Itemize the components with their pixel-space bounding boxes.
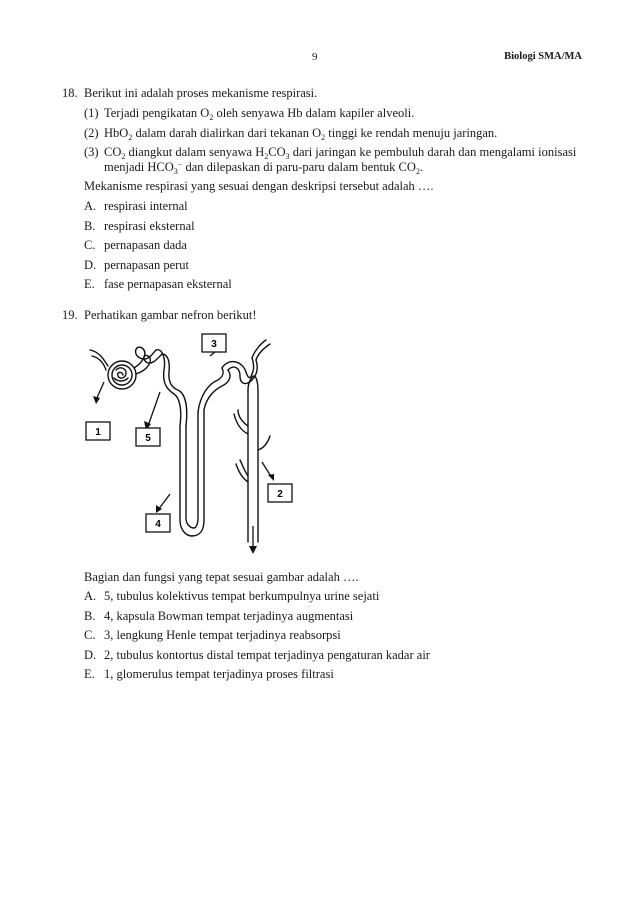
- q19-number: 19.: [62, 308, 78, 322]
- q18-stem: Berikut ini adalah proses mekanisme respirasi.: [84, 86, 318, 100]
- q18-option-b-letter: B.: [84, 219, 96, 233]
- q19-option-b: 4, kapsula Bowman tempat terjadinya augmentasi: [104, 609, 354, 623]
- nephron-diagram: [82, 330, 312, 555]
- q18-option-e-letter: E.: [84, 277, 95, 291]
- q19-option-a: 5, tubulus kolektivus tempat berkumpulnya urine sejati: [104, 589, 380, 603]
- q18-option-c: pernapasan dada: [104, 238, 187, 252]
- q18-item-1: Terjadi pengikatan $O_2$ oleh senyawa Hb dalam kapiler alveoli.: [104, 106, 415, 122]
- q18-item-2-num: (2): [84, 126, 99, 140]
- figure-label-4: 4: [155, 519, 161, 530]
- q18-option-d: pernapasan perut: [104, 258, 190, 272]
- q19-question: Bagian dan fungsi yang tepat sesuai gambar adalah ….: [84, 570, 359, 584]
- page-number: 9: [312, 51, 318, 63]
- q19-option-e: 1, glomerulus tempat terjadinya proses filtrasi: [104, 667, 334, 681]
- q19-option-e-letter: E.: [84, 667, 95, 681]
- q18-option-c-letter: C.: [84, 238, 96, 252]
- q19-option-d-letter: D.: [84, 648, 97, 662]
- q19-option-c: 3, lengkung Henle tempat terjadinya reabsorpsi: [104, 628, 341, 642]
- q18-option-a: respirasi internal: [104, 199, 188, 213]
- q18-item-1-num: (1): [84, 106, 99, 120]
- q18-option-e: fase pernapasan eksternal: [104, 277, 232, 291]
- q19-option-b-letter: B.: [84, 609, 96, 623]
- q18-number: 18.: [62, 86, 78, 100]
- q18-option-b: respirasi eksternal: [104, 219, 195, 233]
- q19-option-d: 2, tubulus kontortus distal tempat terjadinya pengaturan kadar air: [104, 648, 430, 662]
- figure-label-1: 1: [95, 427, 101, 438]
- q19-option-c-letter: C.: [84, 628, 96, 642]
- q18-option-d-letter: D.: [84, 258, 97, 272]
- q18-item-2: HbO$_2$ dalam darah dialirkan dari tekanan $O_2$ tinggi ke rendah menuju jaringan.: [104, 126, 498, 142]
- q18-item-3-num: (3): [84, 145, 99, 159]
- q18-question: Mekanisme respirasi yang sesuai dengan deskripsi tersebut adalah ….: [84, 179, 434, 193]
- figure-label-2: 2: [277, 489, 283, 500]
- figure-label-3: 3: [211, 339, 217, 350]
- q18-item-3: $CO_2$ diangkut dalam senyawa $H_2CO_3$ dari jaringan ke pembuluh darah dan mengalami ionisasi: [104, 145, 577, 161]
- q19-option-a-letter: A.: [84, 589, 97, 603]
- q18-item-3-line-2: menjadi $HCO_3^-$ dan dilepaskan di paru-paru dalam bentuk $CO_2$.: [104, 160, 424, 176]
- q18-option-a-letter: A.: [84, 199, 97, 213]
- figure-label-5: 5: [145, 433, 151, 444]
- q19-stem: Perhatikan gambar nefron berikut!: [84, 308, 257, 322]
- book-title: Biologi SMA/MA: [504, 51, 582, 62]
